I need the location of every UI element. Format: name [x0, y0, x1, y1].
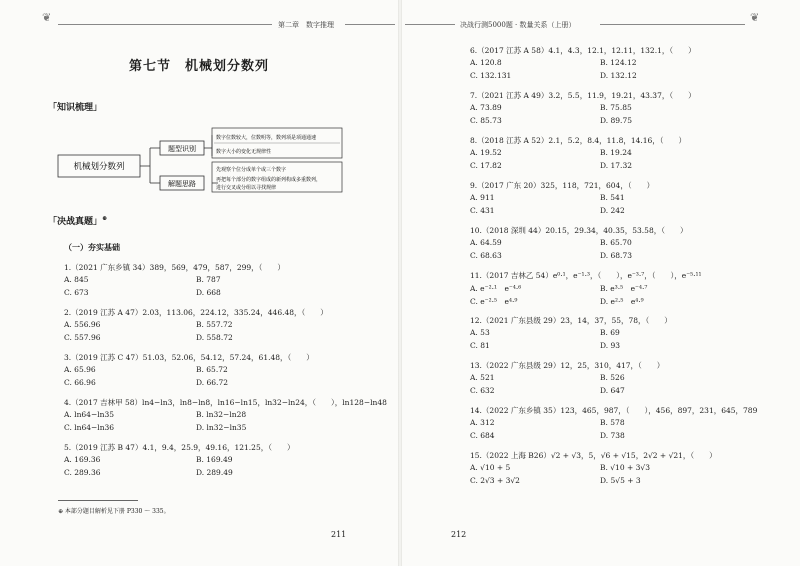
page-number-right: 212	[451, 530, 467, 539]
option-a: A. 53	[470, 328, 490, 337]
question-stem: 3.（2019 江苏 C 47）51.03，52.06，54.12，57.24，61.48，（ ）	[64, 353, 314, 362]
mindmap-branch1: 题型识别	[168, 145, 196, 153]
option-d: D. 738	[600, 431, 625, 440]
question-stem: 14.（2022 广东乡镇 35）123，465，987，（ ），456，897，231，645，789	[470, 406, 758, 415]
option-a: A. 521	[470, 373, 495, 382]
option-b: B. 65.70	[600, 238, 632, 247]
corner-ornament-right-icon: ❦	[750, 11, 760, 24]
corner-ornament-left-icon: ❦	[42, 11, 52, 24]
option-a: A. 64.59	[470, 238, 502, 247]
option-d: D. 66.72	[196, 378, 228, 387]
option-d: D. 5√5 + 3	[600, 476, 641, 485]
option-c: C. 17.82	[470, 161, 502, 170]
exam-heading	[48, 214, 107, 227]
footnote-rule	[58, 500, 138, 501]
option-d: D. 668	[196, 288, 221, 297]
option-a: A. 65.96	[64, 365, 96, 374]
question-stem: 8.（2018 江苏 A 52）2.1，5.2，8.4，11.8，14.16，（ ）	[470, 136, 687, 145]
header-left-title: 第二章 数字推理	[278, 21, 334, 29]
option-b: B. 169.49	[196, 455, 233, 464]
question-stem: 4.（2017 吉林甲 58）ln4−ln3，ln8−ln8，ln16−ln15，ln32−ln24，（ ），ln128−ln48	[64, 398, 387, 407]
option-c: C. 2√3 + 3√2	[470, 476, 520, 485]
option-a: A. 312	[470, 418, 495, 427]
mindmap-branch2-item-3: 进行交叉或分组以寻找规律	[216, 185, 277, 191]
option-a: A. 73.89	[470, 103, 502, 112]
option-c: C. 684	[470, 431, 495, 440]
option-a: A. √10 + 5	[470, 463, 511, 472]
option-d: D. 17.32	[600, 161, 632, 170]
option-b: B. ln32−ln28	[196, 410, 247, 419]
header-right-title: 决战行测5000题 · 数量关系（上册）	[460, 21, 576, 29]
option-d: D. 89.75	[600, 116, 632, 125]
mindmap-root: 机械划分数列	[73, 162, 125, 172]
option-d: D. 93	[600, 341, 621, 350]
mindmap-branch2-item-1: 先观察个位分成单个或三个数字	[216, 167, 287, 173]
option-b: B. 557.72	[196, 320, 233, 329]
option-d: D. ln32−ln35	[196, 423, 247, 432]
option-c: C. 557.96	[64, 333, 101, 342]
option-b: B. 541	[600, 193, 625, 202]
option-c: C. 431	[470, 206, 495, 215]
question-stem: 10.（2018 深圳 44）20.15，29.34，40.35，53.58，（ ）	[470, 226, 688, 235]
question-stem: 2.（2019 江苏 A 47）2.03，113.06，224.12，335.24，446.48，（ ）	[64, 308, 328, 317]
option-a: A. ln64−ln35	[64, 410, 115, 419]
question-stem: 15.（2022 上海 B26）√2 + √3，5，√6 + √15，2√2 + √21，（ ）	[470, 451, 717, 460]
option-b: B. 124.12	[600, 58, 637, 67]
option-d: D. 242	[600, 206, 625, 215]
option-a: A. 19.52	[470, 148, 502, 157]
question-stem: 5.（2019 江苏 B 47）4.1，9.4，25.9，49.16，121.25，（ ）	[64, 443, 295, 452]
footnote: ⊕ 本部分题目解析见下册 P330 ～ 335。	[58, 508, 170, 515]
option-b: B. 787	[196, 275, 221, 284]
option-c: C. 85.73	[470, 116, 502, 125]
mindmap-branch2: 解题思路	[168, 180, 196, 188]
question-stem: 9.（2017 广东 20）325，118，721，604，（ ）	[470, 181, 655, 190]
option-d: D. 647	[600, 386, 625, 395]
option-b: B. 19.24	[600, 148, 632, 157]
option-c: C. 289.36	[64, 468, 101, 477]
option-d: D. 289.49	[196, 468, 233, 477]
knowledge-heading: 「知识梳理」	[48, 103, 103, 113]
option-a: A. e⁻²·¹ e⁻⁴·⁶	[470, 284, 522, 293]
option-d: D. 68.73	[600, 251, 632, 260]
exam-heading-text: 「决战真题」	[48, 217, 103, 227]
page-number-left: 211	[331, 530, 347, 539]
section-title: 第七节 机械划分数列	[128, 59, 269, 74]
question-stem: 12.（2021 广东县级 29）23，14，37，55，78，（ ）	[470, 316, 672, 325]
mindmap-branch1-item-2: 数字大小的变化无规律性	[216, 149, 272, 155]
mindmap-branch1-item-1: 数字位数较大，位数明等，数列项是项通通速	[216, 135, 317, 141]
option-b: B. √10 + 3√3	[600, 463, 650, 472]
option-c: C. e⁻²·⁵ e⁴·⁹	[470, 297, 518, 306]
option-b: B. 578	[600, 418, 625, 427]
option-c: C. ln64−ln36	[64, 423, 115, 432]
option-c: C. 81	[470, 341, 490, 350]
option-a: A. 120.8	[470, 58, 502, 67]
option-a: A. 169.36	[64, 455, 101, 464]
option-d: D. 132.12	[600, 71, 637, 80]
question-stem: 11.（2017 吉林乙 54）e⁰·¹，e⁻¹·³，（ ），e⁻³·⁷，（ ），e⁻⁵·¹¹	[470, 271, 702, 280]
option-c: C. 632	[470, 386, 495, 395]
option-c: C. 66.96	[64, 378, 96, 387]
option-a: A. 911	[470, 193, 495, 202]
option-c: C. 673	[64, 288, 89, 297]
question-stem: 7.（2021 江苏 A 49）3.2，5.5，11.9，19.21，43.37，（ ）	[470, 91, 696, 100]
option-d: D. 558.72	[196, 333, 233, 342]
footnote-mark: ⊕	[102, 215, 108, 222]
option-b: B. e³·⁵ e⁻⁴·⁷	[600, 284, 648, 293]
option-b: B. 69	[600, 328, 620, 337]
option-b: B. 75.85	[600, 103, 632, 112]
sub-heading: （一）夯实基础	[64, 242, 120, 252]
question-stem: 13.（2022 广东县级 29）12，25，310，417，（ ）	[470, 361, 665, 370]
option-c: C. 132.131	[470, 71, 512, 80]
option-a: A. 556.96	[64, 320, 101, 329]
option-d: D. e²·⁵ e⁴·⁹	[600, 297, 644, 306]
question-stem: 1.（2021 广东乡镇 34）389，569，479，587，299，（ ）	[64, 263, 285, 272]
option-b: B. 526	[600, 373, 625, 382]
question-stem: 6.（2017 江苏 A 58）4.1，4.3，12.1，12.11，132.1，（ ）	[470, 46, 696, 55]
option-b: B. 65.72	[196, 365, 228, 374]
mindmap-branch2-item-2: 再把每个部分的数字组成的新列构成多重数列，	[216, 177, 322, 183]
option-a: A. 845	[64, 275, 89, 284]
option-c: C. 68.63	[470, 251, 502, 260]
